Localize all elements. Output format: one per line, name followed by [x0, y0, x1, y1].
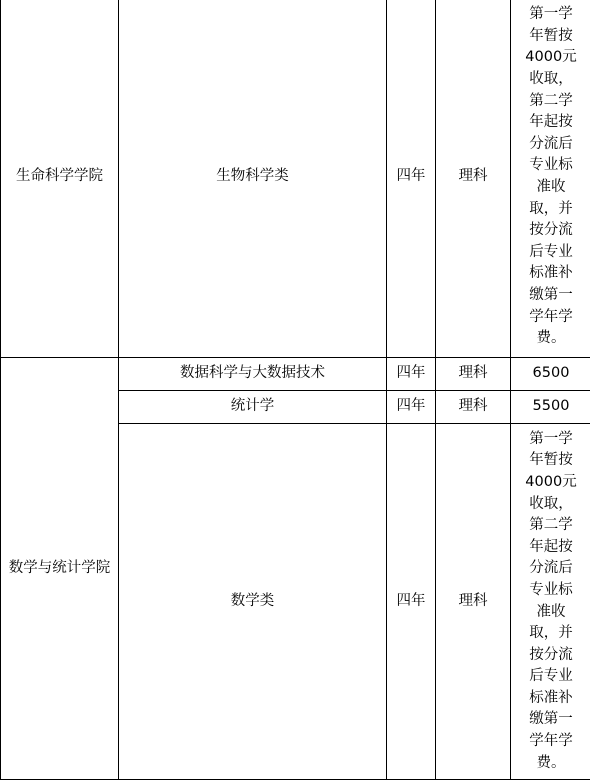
- major-cell: 数据科学与大数据技术: [119, 358, 387, 391]
- college-cell: 生命科学学院: [1, 0, 119, 358]
- table-row: [1, 358, 590, 391]
- fee-cell: 5500: [511, 391, 590, 424]
- table-row: [1, 0, 590, 358]
- duration-cell: 四年: [387, 391, 436, 424]
- duration-cell: 四年: [387, 358, 436, 391]
- category-cell: 理科: [436, 424, 511, 780]
- major-cell: 统计学: [119, 391, 387, 424]
- fee-cell: 6500: [511, 358, 590, 391]
- fee-cell: 第一学 年暂按 4000元 收取， 第二学 年起按 分流后 专业标 准收 取，并 按分流 后专业 标准补 缴第一 学年学 费。: [511, 0, 590, 358]
- category-cell: 理科: [436, 0, 511, 358]
- major-cell: 生物科学类: [119, 0, 387, 358]
- fee-cell: 第一学 年暂按 4000元 收取， 第二学 年起按 分流后 专业标 准收 取，并 按分流 后专业 标准补 缴第一 学年学 费。: [511, 424, 590, 780]
- college-cell: 数学与统计学院: [1, 358, 119, 780]
- major-cell: 数学类: [119, 424, 387, 780]
- duration-cell: 四年: [387, 0, 436, 358]
- category-cell: 理科: [436, 358, 511, 391]
- duration-cell: 四年: [387, 424, 436, 780]
- category-cell: 理科: [436, 391, 511, 424]
